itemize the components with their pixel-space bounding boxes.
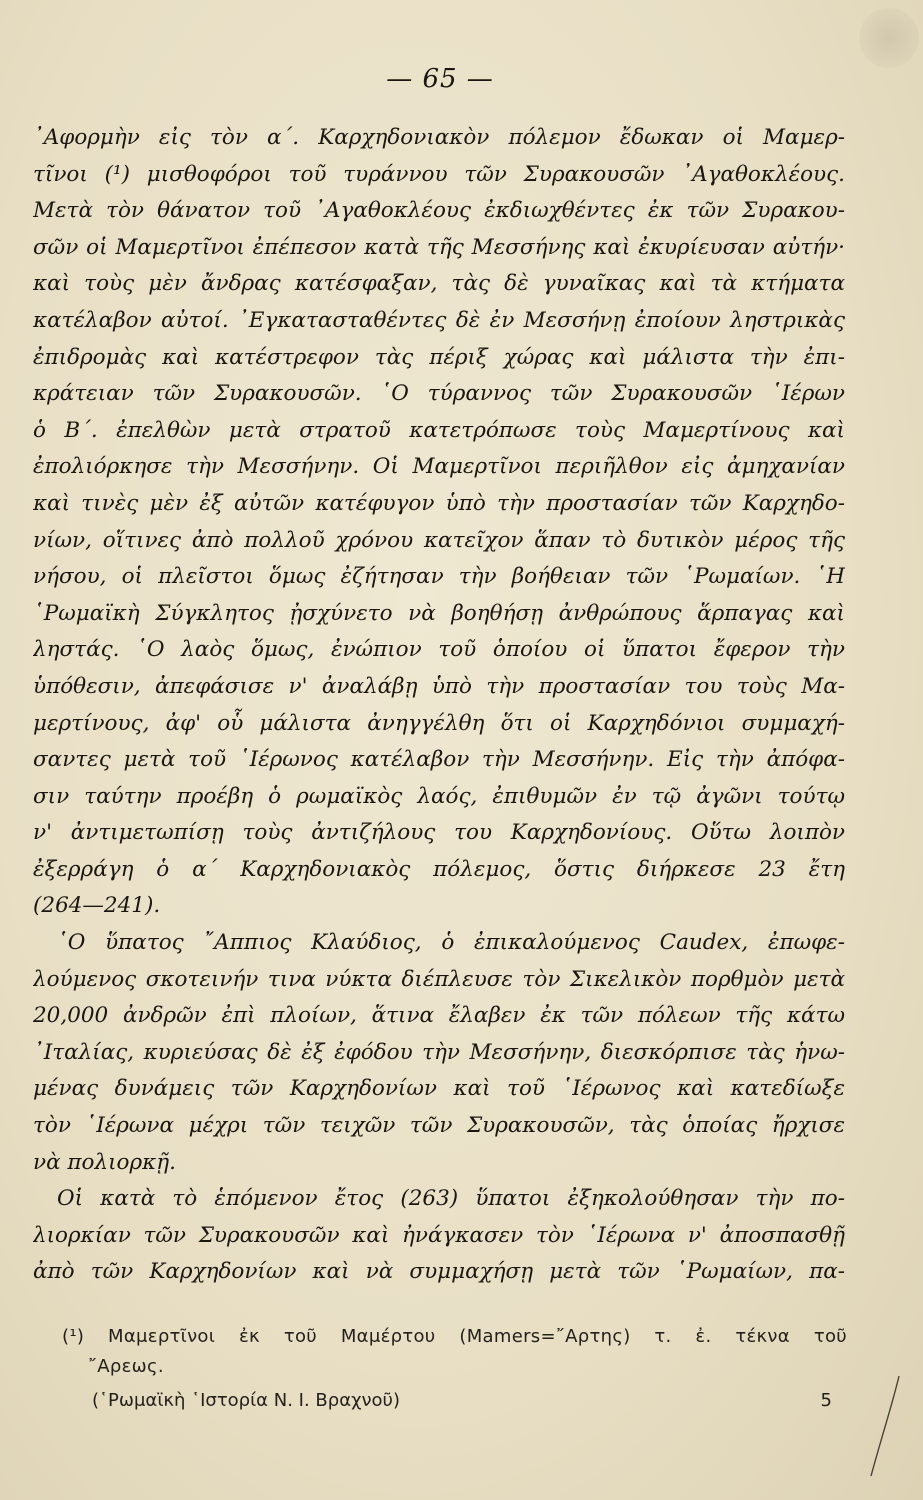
footnote-line: (¹) Μαμερτῖνοι ἐκ τοῦ Μαμέρτου (Mamers=῎Αρτης) τ. ἐ. τέκνα τοῦ (62, 1326, 847, 1347)
main-text-block (33, 120, 845, 1291)
signature-mark: 5 (820, 1390, 832, 1411)
text-line: ᾿Ιταλίας, κυριεύσας δὲ ἐξ ἐφόδου τὴν Μεσσήνην, διεσκόρπισε τὰς ἡνω- (33, 1039, 845, 1065)
text-line: ἐξερράγη ὁ α΄ Καρχηδονιακὸς πόλεμος, ὅστις διήρκεσε 23 ἔτη (33, 856, 845, 882)
text-line: μένας δυνάμεις τῶν Καρχηδονίων καὶ τοῦ ῾Ιέρωνος καὶ κατεδίωξε (33, 1076, 845, 1102)
text-line: ῾Ρωμαϊκὴ Σύγκλητος ᾐσχύνετο νὰ βοηθήσῃ ἀνθρώπους ἅρπαγας καὶ (33, 600, 845, 626)
text-line: ν' ἀντιμετωπίσῃ τοὺς ἀντιζήλους του Καρχηδονίους. Οὕτω λοιπὸν (33, 820, 845, 846)
text-line: ἐπολιόρκησε τὴν Μεσσήνην. Οἱ Μαμερτῖνοι περιῆλθον εἰς ἀμηχανίαν (33, 454, 845, 480)
text-line: Μετὰ τὸν θάνατον τοῦ ᾿Αγαθοκλέους ἐκδιωχθέντες ἐκ τῶν Συρακου- (33, 198, 845, 224)
text-line: νήσου, οἱ πλεῖστοι ὅμως ἐζήτησαν τὴν βοήθειαν τῶν ῾Ρωμαίων. ῾Η (33, 564, 845, 590)
text-line: κράτειαν τῶν Συρακουσῶν. ῾Ο τύραννος τῶν Συρακουσῶν ῾Ιέρων (33, 381, 845, 407)
paper-stain (859, 8, 919, 68)
citation-source: (῾Ρωμαϊκὴ ῾Ιστορία Ν. Ι. Βραχνοῦ) (92, 1390, 400, 1411)
text-line: τῖνοι (¹) μισθοφόροι τοῦ τυράννου τῶν Συρακουσῶν ᾿Αγαθοκλέους. (33, 161, 845, 187)
text-line: ῾Ο ὕπατος ῎Αππιος Κλαύδιος, ὁ ἐπικαλούμενος Caudex, ἐπωφε- (57, 930, 845, 956)
text-line: (264—241). (33, 893, 161, 919)
text-line: κατέλαβον αὐτοί. ᾿Εγκατασταθέντες δὲ ἐν Μεσσήνῃ ἐποίουν ληστρικὰς (33, 307, 845, 333)
text-line: Οἱ κατὰ τὸ ἑπόμενον ἔτος (263) ὕπατοι ἐξηκολούθησαν τὴν πο- (57, 1186, 845, 1212)
text-line: λιορκίαν τῶν Συρακουσῶν καὶ ἠνάγκασεν τὸν ῾Ιέρωνα ν' ἀποσπασθῇ (33, 1222, 845, 1248)
text-line: 20,000 ἀνδρῶν ἐπὶ πλοίων, ἅτινα ἔλαβεν ἐκ τῶν πόλεων τῆς κάτω (33, 1003, 845, 1029)
text-line: σαντες μετὰ τοῦ ῾Ιέρωνος κατέλαβον τὴν Μεσσήνην. Εἰς τὴν ἀπόφα- (33, 747, 845, 773)
text-line: σιν ταύτην προέβη ὁ ρωμαϊκὸς λαός, ἐπιθυμῶν ἐν τῷ ἀγῶνι τούτῳ (33, 783, 845, 809)
footnote-block (62, 1322, 847, 1382)
text-line: ληστάς. ῾Ο λαὸς ὅμως, ἐνώπιον τοῦ ὁποίου οἱ ὕπατοι ἔφερον τὴν (33, 637, 845, 663)
text-line: ᾿Αφορμὴν εἰς τὸν α΄. Καρχηδονιακὸν πόλεμον ἔδωκαν οἱ Μαμερ- (33, 125, 845, 150)
text-line: νὰ πολιορκῇ. (33, 1149, 176, 1175)
text-line: ὑπόθεσιν, ἀπεφάσισε ν' ἀναλάβῃ ὑπὸ τὴν προστασίαν του τοὺς Μα- (33, 673, 845, 699)
text-line: μερτίνους, ἀφ' οὗ μάλιστα ἀνηγγέλθη ὅτι οἱ Καρχηδόνιοι συμμαχή- (33, 710, 845, 736)
pencil-stroke-mark (865, 1372, 905, 1482)
text-line: ὁ Β΄. ἐπελθὼν μετὰ στρατοῦ κατετρόπωσε τοὺς Μαμερτίνους καὶ (33, 417, 845, 443)
text-line: νίων, οἵτινες ἀπὸ πολλοῦ χρόνου κατεῖχον ἅπαν τὸ δυτικὸν μέρος τῆς (33, 527, 845, 553)
text-line: καὶ τοὺς μὲν ἄνδρας κατέσφαξαν, τὰς δὲ γυναῖκας καὶ τὰ κτήματα (33, 271, 845, 297)
text-line: σῶν οἱ Μαμερτῖνοι ἐπέπεσον κατὰ τῆς Μεσσήνης καὶ ἐκυρίευσαν αὐτήν· (33, 234, 845, 260)
text-line: λούμενος σκοτεινήν τινα νύκτα διέπλευσε τὸν Σικελικὸν πορθμὸν μετὰ (33, 966, 845, 992)
text-line: τὸν ῾Ιέρωνα μέχρι τῶν τειχῶν τῶν Συρακουσῶν, τὰς ὁποίας ἤρχισε (33, 1113, 845, 1139)
text-line: ἐπιδρομὰς καὶ κατέστρεφον τὰς πέριξ χώρας καὶ μάλιστα τὴν ἐπι- (33, 344, 845, 370)
text-line: ἀπὸ τῶν Καρχηδονίων καὶ νὰ συμμαχήσῃ μετὰ τῶν ῾Ρωμαίων, πα- (33, 1259, 845, 1285)
page-number: — 65 — (386, 64, 494, 94)
text-line: καὶ τινὲς μὲν ἐξ αὐτῶν κατέφυγον ὑπὸ τὴν προστασίαν τῶν Καρχηδο- (33, 490, 845, 516)
footnote-line: ῎Αρεως. (88, 1356, 164, 1377)
citation-line (92, 1390, 832, 1411)
